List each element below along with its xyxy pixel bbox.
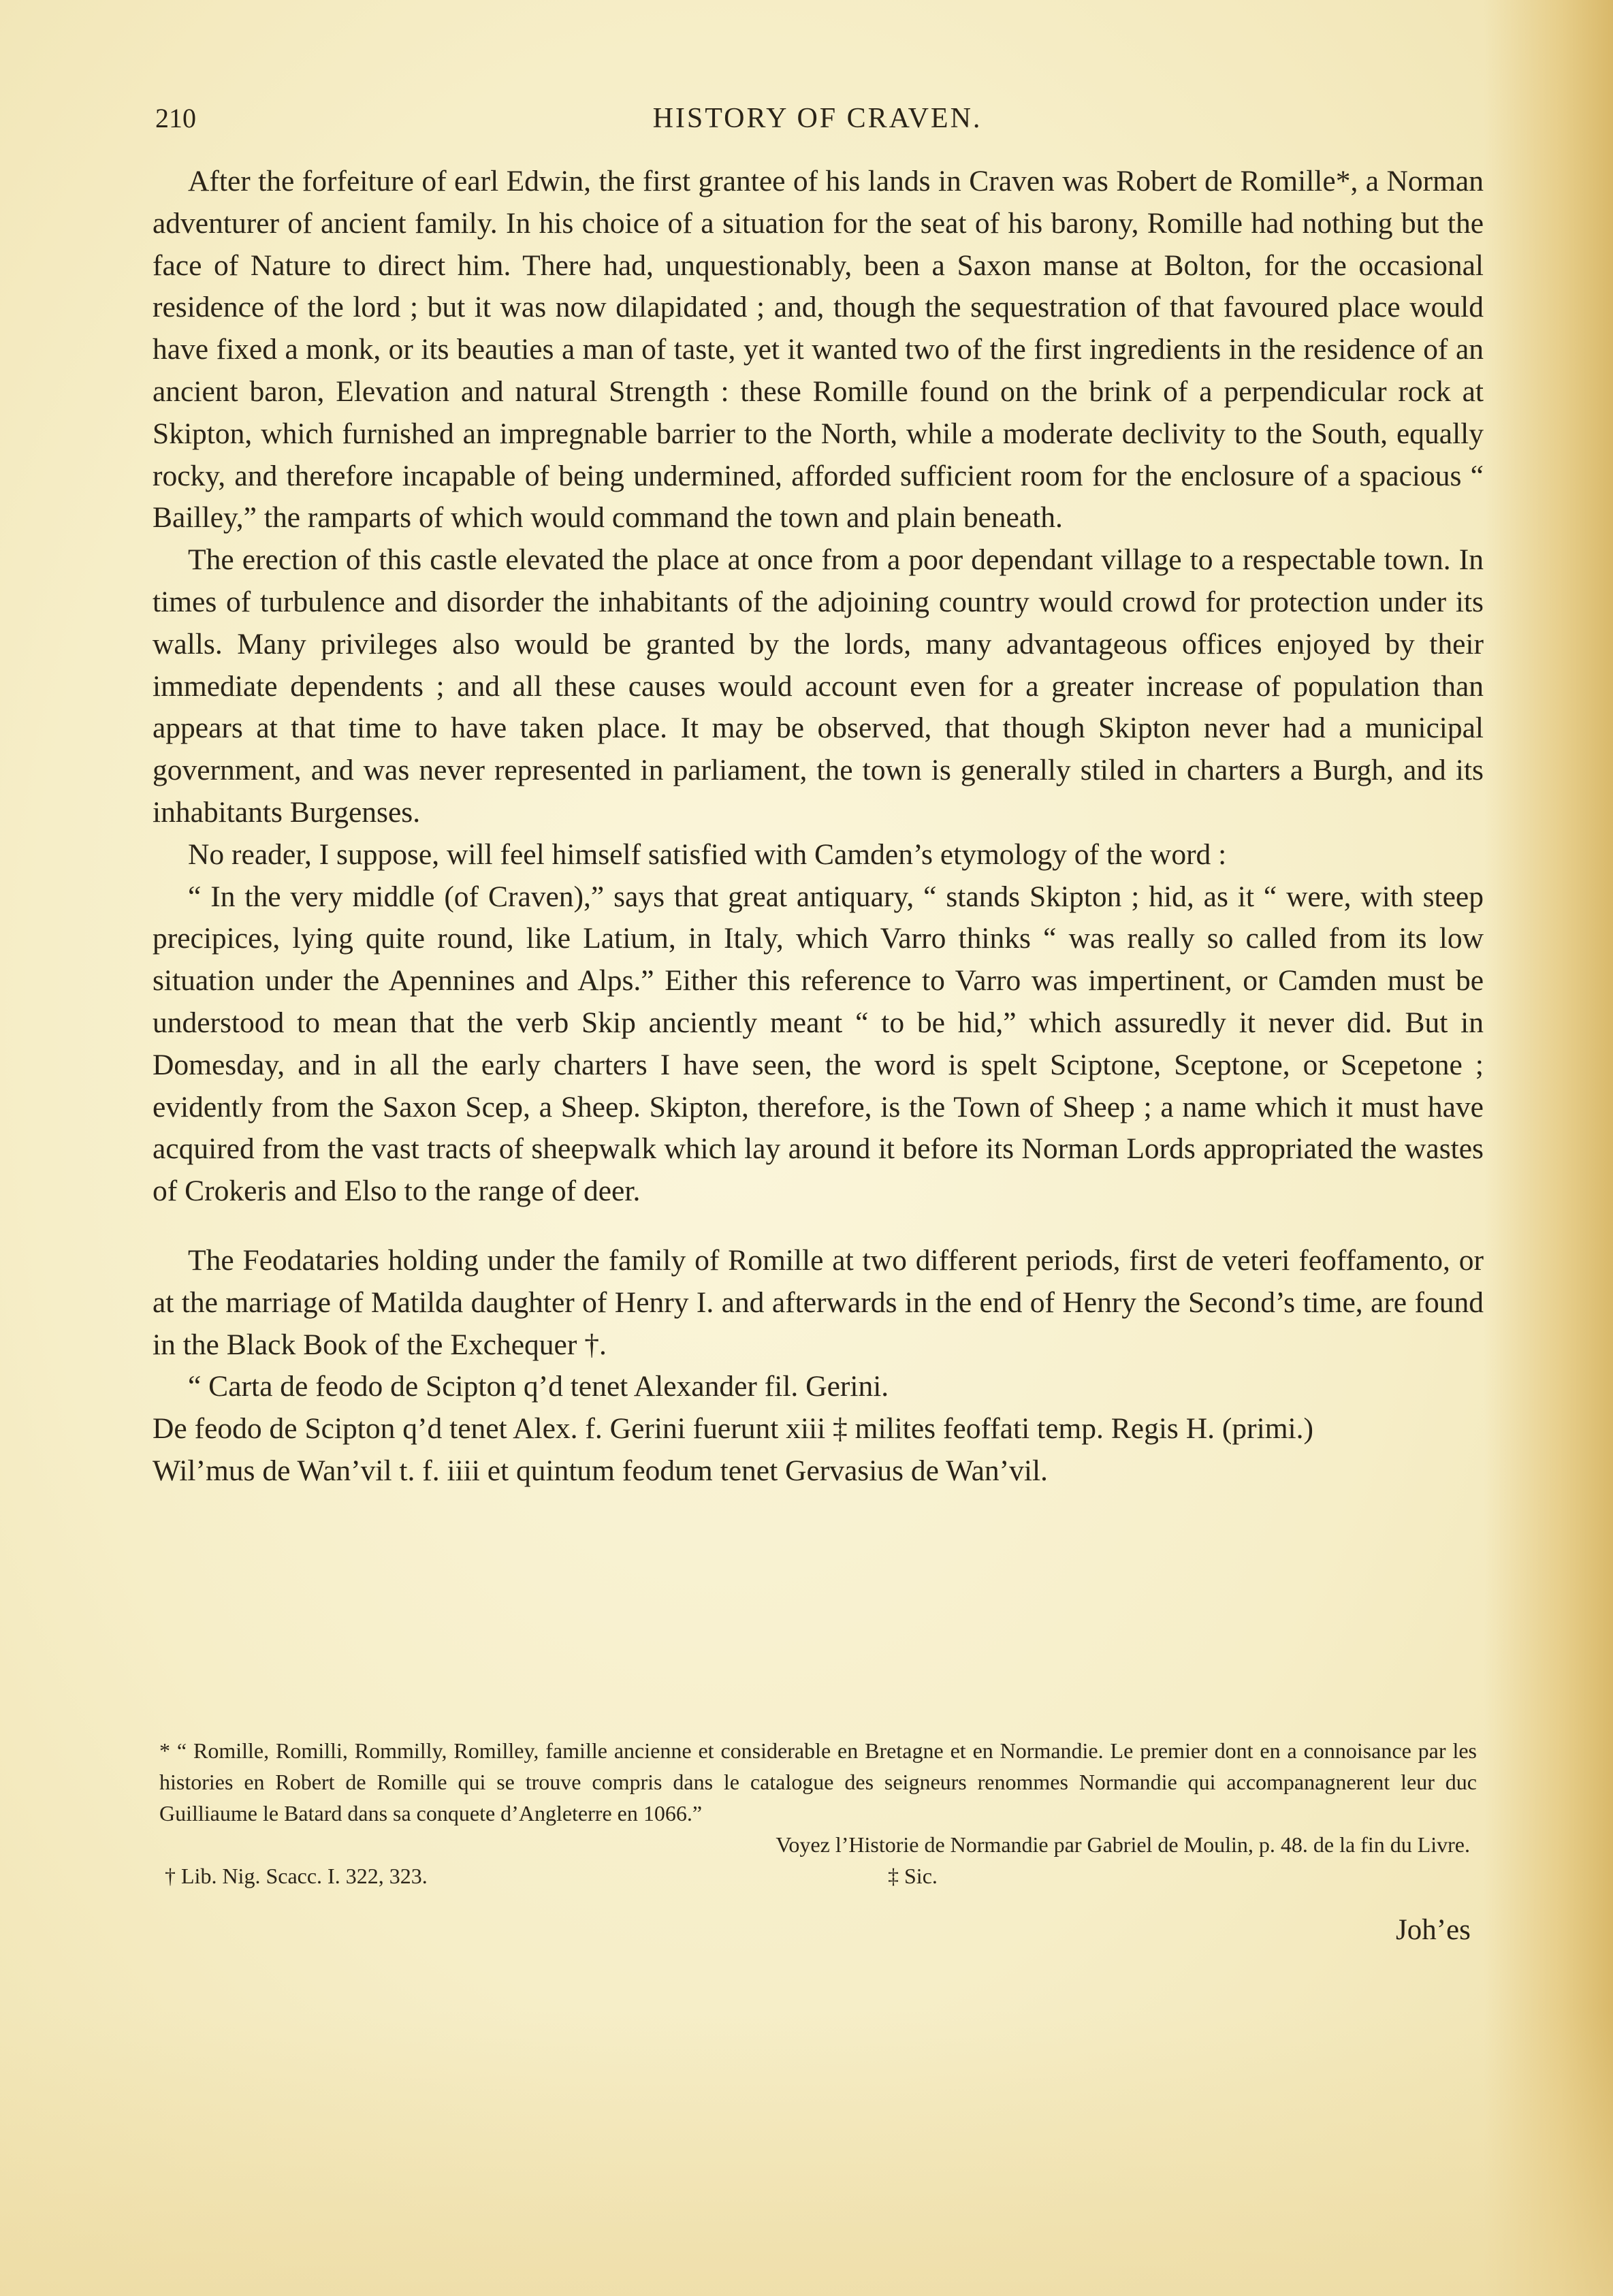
footnote-source: Voyez l’Historie de Normandie par Gabriel de Moulin, p. 48. de la fin du Livre. — [776, 1832, 1470, 1857]
charter-line: Wil’mus de Wan’vil t. f. iiii et quintum feodum tenet Gervasius de Wan’vil. — [153, 1454, 1048, 1487]
page-stain-bottom — [0, 2010, 1613, 2296]
charter-line: De feodo de Scipton q’d tenet Alex. f. Gerini fuerunt xiii ‡ milites feoffati temp. Regis H. (primi.) — [153, 1412, 1313, 1446]
paragraph: The Feodataries holding under the family of Romille at two different periods, first de veteri feoffamento, or at the marriage of Matilda daughter of Henry I. and afterwards in the end of Henry the Second’s time, are found in the Black Book of the Exchequer †. — [153, 1243, 1484, 1361]
charter-line: “ Carta de feodo de Scipton q’d tenet Alexander fil. Gerini. — [188, 1370, 889, 1403]
footnote: * “ Romille, Romilli, Rommilly, Romilley, famille ancienne et considerable en Bretagne et en Normandie. Le premier dont en a connoisance par les histories en Robert de Romille qui se trouve compris dans le catalogue des seigneurs renommes Normandie qui accompanagnerent leur duc Guilliaume le Batard dans sa conquete d’Angleterre en 1066.” — [159, 1738, 1477, 1825]
paragraph: The erection of this castle elevated the place at once from a poor dependant village to a respectable town. In times of turbulence and disorder the inhabitants of the adjoining country would crowd for protection under its walls. Many privileges also would be granted by the lords, many advantageous offices enjoyed by their immediate dependents ; and all these causes would account even for a greater increase of population than appears at that time to have taken place. It may be observed, that though Skipton never had a municipal government, and was never represented in parliament, the town is generally stiled in charters a Burgh, and its inhabitants Burgenses. — [153, 543, 1484, 829]
paragraph: After the forfeiture of earl Edwin, the first grantee of his lands in Craven was Robert de Romille*, a Norman adventurer of ancient family. In his choice of a situation for the seat of his barony, Romille had nothing but the face of Nature to direct him. There had, unquestionably, been a Saxon manse at Bolton, for the occasional residence of the lord ; but it was now dilapidated ; and, though the sequestration of that favoured place would have fixed a monk, or its beauties a man of taste, yet it wanted two of the first ingredients in the residence of an ancient baron, Elevation and natural Strength : these Romille found on the brink of a perpendicular rock at Skipton, which furnished an impregnable barrier to the North, while a moderate declivity to the South, equally rocky, and therefore incapable of being undermined, afforded sufficient room for the enclosure of a spacious “ Bailley,” the ramparts of which would command the town and plain beneath. — [153, 165, 1484, 535]
catchword: Joh’es — [1396, 1914, 1471, 1946]
page-stain — [1484, 0, 1613, 2296]
paragraph: No reader, I suppose, will feel himself satisfied with Camden’s etymology of the word : — [188, 838, 1227, 871]
footnote-row — [159, 1860, 1477, 1892]
running-head: HISTORY OF CRAVEN. — [652, 103, 983, 134]
footnotes — [159, 1735, 1477, 1892]
footnote: † Lib. Nig. Scacc. I. 322, 323. — [165, 1864, 428, 1888]
page-header — [155, 102, 1480, 143]
footnote: ‡ Sic. — [888, 1864, 938, 1888]
body-text — [153, 161, 1484, 1493]
quotation: “ In the very middle (of Craven),” says that great antiquary, “ stands Skipton ; hid, as it “ were, with steep precipices, lying quite round, like Latium, in Italy, which Varro thinks “ was really so called from its low situation under the Apennines and Alps.” Either this reference to Varro was impertinent, or Camden must be understood to mean that the verb Skip anciently meant “ to be hid,” which assuredly it never did. But in Domesday, and in all the early charters I have seen, the word is spelt Sciptone, Sceptone, or Scepetone ; evidently from the Saxon Scep, a Sheep. Skipton, therefore, is the Town of Sheep ; a name which it must have acquired from the vast tracts of sheepwalk which lay around it before its Norman Lords appropriated the wastes of Crokeris and Elso to the range of deer. — [153, 880, 1484, 1208]
page-number: 210 — [155, 103, 196, 133]
